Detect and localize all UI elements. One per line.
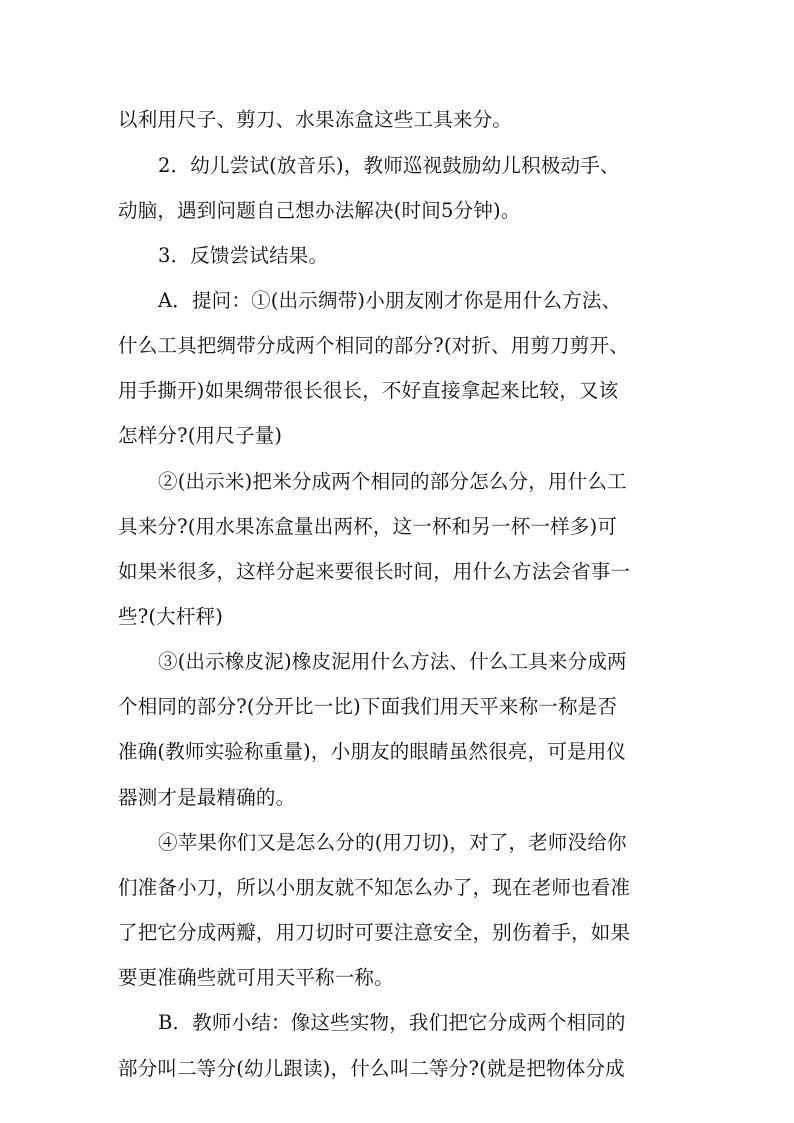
text-line: 器测才是最精确的。 — [118, 786, 296, 809]
text-line: 个相同的部分?(分开比一比)下面我们用天平来称一称是否 — [118, 695, 618, 718]
text-line: B．教师小结：像这些实物，我们把它分成两个相同的 — [158, 1011, 626, 1034]
text-line: 怎样分?(用尺子量) — [118, 424, 283, 447]
text-line: 3．反馈尝试结果。 — [158, 244, 329, 267]
text-line: 准确(教师实验称重量)，小朋友的眼睛虽然很亮，可是用仪 — [118, 740, 627, 763]
text-line: 动脑，遇到问题自己想办法解决(时间5分钟)。 — [118, 199, 521, 222]
text-line: 2．幼儿尝试(放音乐)，教师巡视鼓励幼儿积极动手、 — [158, 154, 620, 177]
text-line: ②(出示米)把米分成两个相同的部分怎么分，用什么工 — [158, 470, 627, 493]
text-line: 部分叫二等分(幼儿跟读)，什么叫二等分?(就是把物体分成 — [118, 1057, 625, 1080]
text-line: 要更准确些就可用天平称一称。 — [118, 966, 394, 989]
text-line: 们准备小刀，所以小朋友就不知怎么办了，现在老师也看准 — [118, 876, 631, 899]
text-line: 如果米很多，这样分起来要很长时间，用什么方法会省事一 — [118, 560, 631, 583]
text-line: 用手撕开)如果绸带很长很长，不好直接拿起来比较，又该 — [118, 379, 619, 402]
text-line: 以利用尺子、剪刀、水果冻盒这些工具来分。 — [118, 108, 513, 131]
text-line: A．提问：①(出示绸带)小朋友刚才你是用什么方法、 — [158, 289, 622, 312]
text-line: ④苹果你们又是怎么分的(用刀切)，对了，老师没给你 — [158, 831, 627, 854]
text-line: 了把它分成两瓣，用刀切时可要注意安全，别伤着手，如果 — [118, 921, 631, 944]
text-line: 什么工具把绸带分成两个相同的部分?(对折、用剪刀剪开、 — [118, 334, 629, 357]
text-line: 具来分?(用水果冻盒量出两杯，这一杯和另一杯一样多)可 — [118, 515, 618, 538]
text-line: ③(出示橡皮泥)橡皮泥用什么方法、什么工具来分成两 — [158, 650, 627, 673]
text-line: 些?(大杆秤) — [118, 605, 224, 628]
